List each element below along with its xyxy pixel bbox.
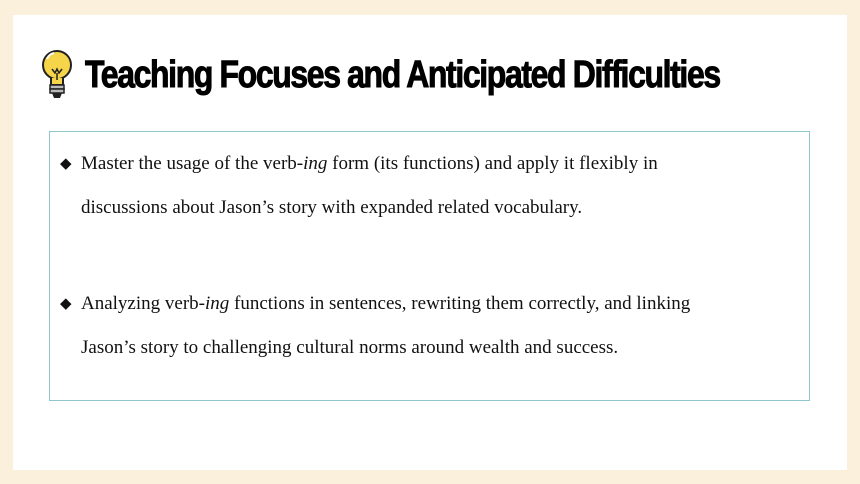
italic-segment: ing bbox=[303, 153, 328, 174]
slide bbox=[13, 15, 847, 470]
text-segment: functions in sentences, rewriting them correctly, and linking bbox=[229, 293, 691, 314]
bullet-line bbox=[60, 282, 780, 326]
diamond-bullet: ◆ bbox=[60, 296, 72, 312]
content-box bbox=[49, 131, 810, 401]
bullet-line-continued: discussions about Jason’s story with expanded related vocabulary. bbox=[81, 197, 583, 218]
text-segment: form (its functions) and apply it flexibly in bbox=[327, 153, 658, 174]
bullet-item-2 bbox=[60, 282, 780, 370]
title-row bbox=[37, 47, 841, 103]
diamond-bullet: ◆ bbox=[60, 156, 72, 172]
slide-title: Teaching Focuses and Anticipated Difficulties bbox=[85, 53, 720, 96]
lightbulb-icon bbox=[37, 47, 77, 103]
text-segment: Analyzing verb- bbox=[81, 293, 205, 314]
bullet-item-1 bbox=[60, 142, 780, 230]
bullet-line bbox=[60, 142, 780, 186]
bullet-line-continued: Jason’s story to challenging cultural norms around wealth and success. bbox=[81, 337, 619, 358]
text-segment: Master the usage of the verb- bbox=[81, 153, 304, 174]
italic-segment: ing bbox=[204, 293, 230, 314]
